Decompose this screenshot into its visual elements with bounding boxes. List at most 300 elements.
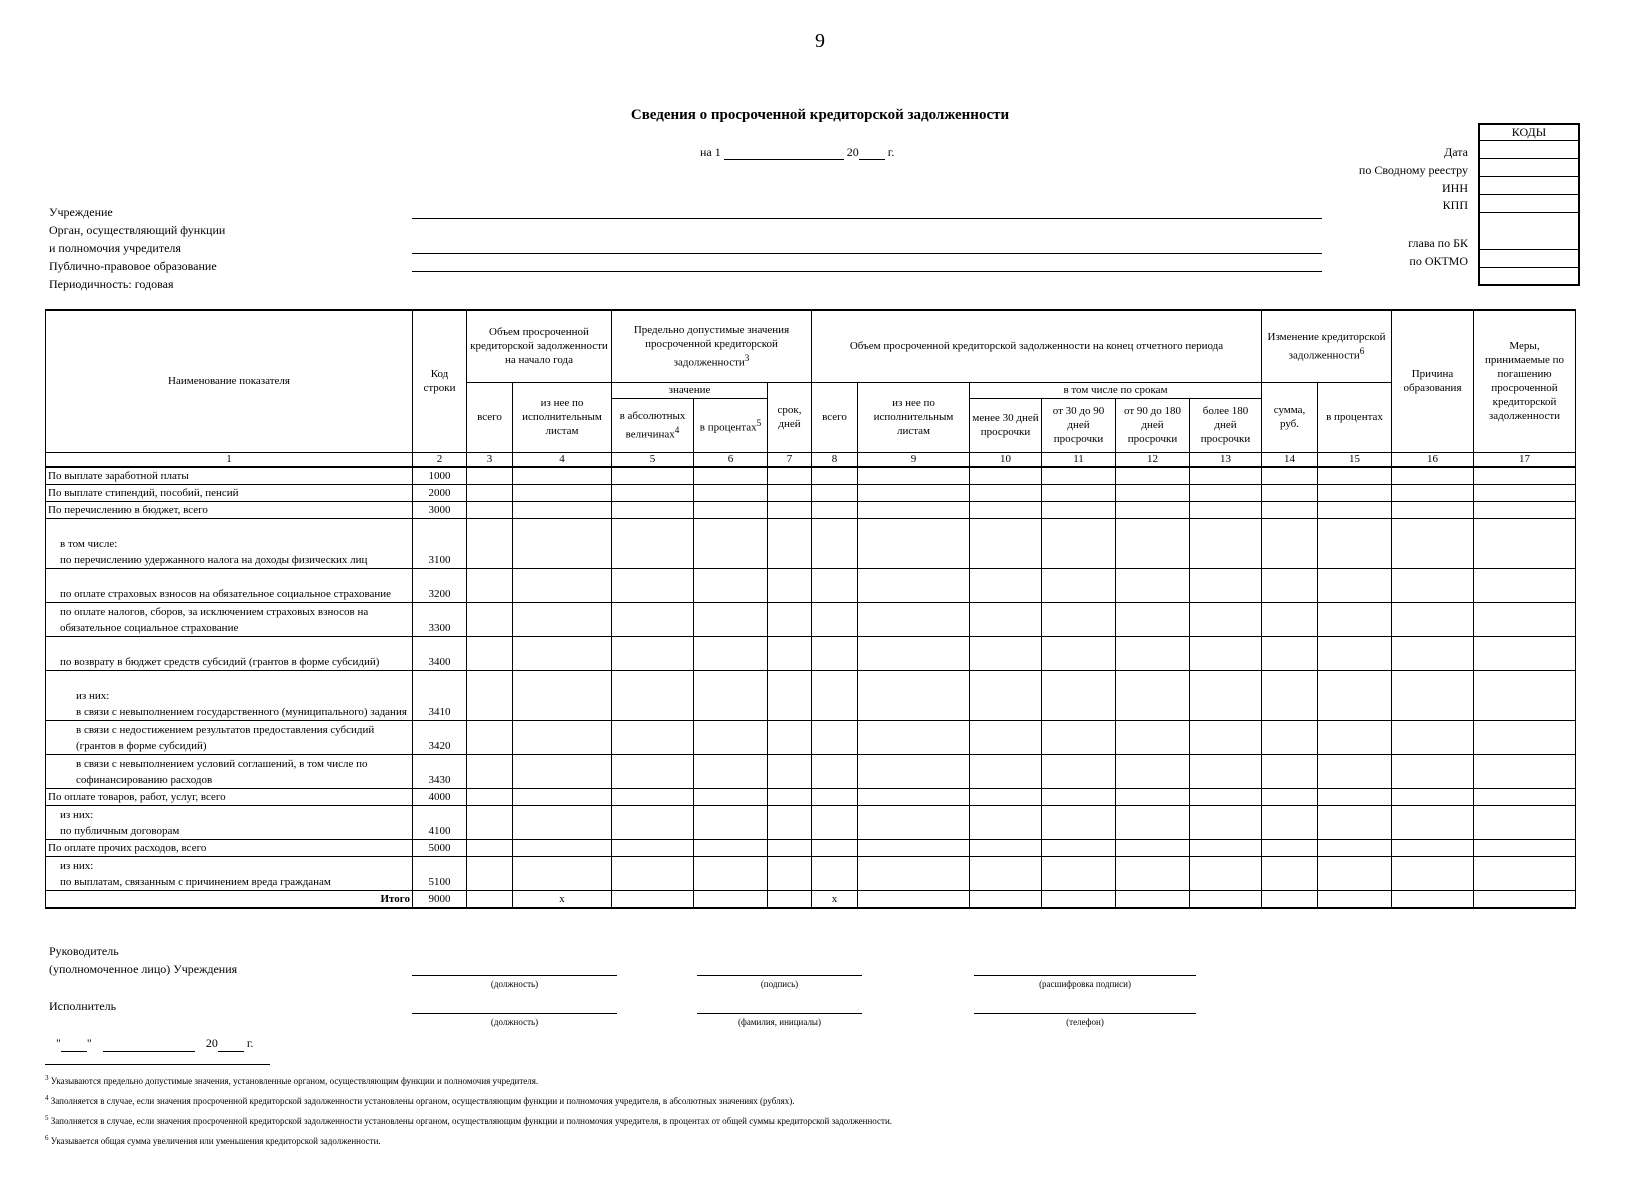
data-cell-col-6[interactable] (694, 501, 768, 518)
head-position-field[interactable] (412, 975, 617, 976)
head-decode-field[interactable] (974, 975, 1196, 976)
total-cell-col-11[interactable] (1042, 890, 1116, 908)
total-cell-col-13[interactable] (1190, 890, 1262, 908)
table-row (46, 805, 1576, 839)
column-number-2: 2 (413, 452, 467, 467)
data-cell-col-17[interactable] (1474, 856, 1576, 890)
total-cell-col-12[interactable] (1116, 890, 1190, 908)
data-cell-col-3[interactable] (467, 602, 513, 636)
data-cell-col-14[interactable] (1262, 670, 1318, 720)
data-cell-col-16[interactable] (1392, 788, 1474, 805)
data-cell-col-15[interactable] (1318, 467, 1392, 485)
data-cell-col-3[interactable] (467, 839, 513, 856)
data-cell-col-8[interactable] (812, 484, 858, 501)
data-cell-col-16[interactable] (1392, 501, 1474, 518)
data-cell-col-11[interactable] (1042, 720, 1116, 754)
data-cell-col-10[interactable] (970, 856, 1042, 890)
data-cell-col-13[interactable] (1190, 518, 1262, 568)
data-cell-col-14[interactable] (1262, 805, 1318, 839)
total-cell-col-9[interactable] (858, 890, 970, 908)
data-cell-col-17[interactable] (1474, 636, 1576, 670)
data-cell-col-12[interactable] (1116, 856, 1190, 890)
data-cell-col-14[interactable] (1262, 484, 1318, 501)
data-cell-col-15[interactable] (1318, 602, 1392, 636)
data-cell-col-14[interactable] (1262, 568, 1318, 602)
data-cell-col-8[interactable] (812, 636, 858, 670)
column-number-8: 8 (812, 452, 858, 467)
row-name: По выплате стипендий, пособий, пенсий (46, 484, 413, 501)
code-inn-cell[interactable] (1479, 177, 1579, 195)
data-cell-col-9[interactable] (858, 788, 970, 805)
data-cell-col-3[interactable] (467, 484, 513, 501)
data-cell-col-10[interactable] (970, 754, 1042, 788)
data-cell-col-6[interactable] (694, 839, 768, 856)
header-term-1: менее 30 дней просрочки (970, 398, 1042, 452)
header-in-percent: в процентах (1318, 382, 1392, 452)
total-cell-col-15[interactable] (1318, 890, 1392, 908)
data-cell-col-16[interactable] (1392, 467, 1474, 485)
column-number-9: 9 (858, 452, 970, 467)
data-cell-col-7[interactable] (768, 602, 812, 636)
data-cell-col-16[interactable] (1392, 856, 1474, 890)
row-code: 3300 (413, 602, 467, 636)
data-cell-col-4[interactable] (513, 501, 612, 518)
row-code: 3000 (413, 501, 467, 518)
data-cell-col-6[interactable] (694, 670, 768, 720)
data-cell-col-3[interactable] (467, 805, 513, 839)
data-cell-col-16[interactable] (1392, 518, 1474, 568)
data-cell-col-16[interactable] (1392, 568, 1474, 602)
data-cell-col-7[interactable] (768, 839, 812, 856)
footnote-5 (45, 1110, 892, 1130)
total-cell-col-14[interactable] (1262, 890, 1318, 908)
data-cell-col-13[interactable] (1190, 501, 1262, 518)
data-cell-col-15[interactable] (1318, 856, 1392, 890)
data-cell-col-11[interactable] (1042, 754, 1116, 788)
data-cell-col-3[interactable] (467, 856, 513, 890)
data-cell-col-10[interactable] (970, 788, 1042, 805)
row-name: из них: по публичным договорам (46, 805, 413, 839)
label-institution: Учреждение (49, 205, 113, 219)
institution-field[interactable] (412, 218, 1322, 219)
data-cell-col-8[interactable] (812, 720, 858, 754)
executor-phone-field[interactable] (974, 1013, 1196, 1014)
data-cell-col-5[interactable] (612, 602, 694, 636)
footnote-6-text: Указывается общая сумма увеличения или уменьшения кредиторской задолженности. (50, 1136, 381, 1146)
data-cell-col-5[interactable] (612, 754, 694, 788)
data-cell-col-12[interactable] (1116, 754, 1190, 788)
total-cell-col-3[interactable] (467, 890, 513, 908)
data-cell-col-14[interactable] (1262, 856, 1318, 890)
row-name: из них: в связи с невыполнением государственного (муниципального) задания (46, 670, 413, 720)
label-periodicity: Периодичность: годовая (49, 277, 174, 291)
data-cell-col-8[interactable] (812, 805, 858, 839)
overdue-debt-table (45, 309, 1576, 909)
label-founder-2: и полномочия учредителя (49, 241, 181, 255)
data-cell-col-15[interactable] (1318, 484, 1392, 501)
data-cell-col-7[interactable] (768, 568, 812, 602)
data-cell-col-10[interactable] (970, 602, 1042, 636)
data-cell-col-4[interactable] (513, 805, 612, 839)
data-cell-col-5[interactable] (612, 568, 694, 602)
data-cell-col-17[interactable] (1474, 670, 1576, 720)
data-cell-col-12[interactable] (1116, 467, 1190, 485)
data-cell-col-9[interactable] (858, 501, 970, 518)
data-cell-col-9[interactable] (858, 636, 970, 670)
data-cell-col-16[interactable] (1392, 839, 1474, 856)
data-cell-col-7[interactable] (768, 720, 812, 754)
data-cell-col-11[interactable] (1042, 467, 1116, 485)
data-cell-col-4[interactable] (513, 754, 612, 788)
data-cell-col-14[interactable] (1262, 501, 1318, 518)
data-cell-col-7[interactable] (768, 754, 812, 788)
data-cell-col-12[interactable] (1116, 670, 1190, 720)
row-name: по возврату в бюджет средств субсидий (грантов в форме субсидий) (46, 636, 413, 670)
data-cell-col-11[interactable] (1042, 636, 1116, 670)
data-cell-col-14[interactable] (1262, 839, 1318, 856)
head-label-2: (уполномоченное лицо) Учреждения (49, 962, 238, 976)
data-cell-col-15[interactable] (1318, 754, 1392, 788)
data-cell-col-8[interactable] (812, 518, 858, 568)
data-cell-col-5[interactable] (612, 518, 694, 568)
header-absolute (612, 398, 694, 452)
total-code: 9000 (413, 890, 467, 908)
row-name: в том числе: по перечислению удержанного налога на доходы физических лиц (46, 518, 413, 568)
data-cell-col-11[interactable] (1042, 805, 1116, 839)
data-cell-col-4[interactable] (513, 788, 612, 805)
data-cell-col-8[interactable] (812, 602, 858, 636)
sign-date-quote-close: " (86, 1036, 92, 1050)
data-cell-col-10[interactable] (970, 518, 1042, 568)
data-cell-col-5[interactable] (612, 670, 694, 720)
data-cell-col-8[interactable] (812, 670, 858, 720)
row-name: по оплате налогов, сборов, за исключением страховых взносов на обязательное социальное страхование (46, 602, 413, 636)
row-name: в связи с невыполнением условий соглашений, в том числе по софинансированию расходов (46, 754, 413, 788)
data-cell-col-8[interactable] (812, 856, 858, 890)
caption-name: (фамилия, инициалы) (738, 1017, 821, 1027)
founder-field[interactable] (412, 253, 1322, 254)
footnote-3-num: 3 (45, 1074, 49, 1082)
data-cell-col-15[interactable] (1318, 636, 1392, 670)
head-signature-field[interactable] (697, 975, 862, 976)
code-kpp-cell[interactable] (1479, 195, 1579, 213)
data-cell-col-5[interactable] (612, 501, 694, 518)
data-cell-col-4[interactable] (513, 602, 612, 636)
data-cell-col-3[interactable] (467, 670, 513, 720)
data-cell-col-9[interactable] (858, 568, 970, 602)
data-cell-col-16[interactable] (1392, 636, 1474, 670)
data-cell-col-8[interactable] (812, 467, 858, 485)
public-entity-field[interactable] (412, 271, 1322, 272)
data-cell-col-14[interactable] (1262, 602, 1318, 636)
data-cell-col-14[interactable] (1262, 518, 1318, 568)
data-cell-col-3[interactable] (467, 636, 513, 670)
data-cell-col-6[interactable] (694, 484, 768, 501)
data-cell-col-16[interactable] (1392, 720, 1474, 754)
data-cell-col-12[interactable] (1116, 501, 1190, 518)
footnote-5-text: Заполняется в случае, если значения просроченной кредиторской задолженности установлены органом, осуществляющим функции и полномочия учредителя, в процентах от общей суммы кредиторской задолженности. (50, 1116, 893, 1126)
data-cell-col-10[interactable] (970, 568, 1042, 602)
data-cell-col-8[interactable] (812, 501, 858, 518)
data-cell-col-16[interactable] (1392, 805, 1474, 839)
data-cell-col-11[interactable] (1042, 670, 1116, 720)
data-cell-col-9[interactable] (858, 602, 970, 636)
sign-date-year-field[interactable] (218, 1051, 244, 1052)
code-registry-cell[interactable] (1479, 159, 1579, 177)
date-year-field[interactable] (859, 159, 885, 160)
data-cell-col-10[interactable] (970, 484, 1042, 501)
data-cell-col-16[interactable] (1392, 602, 1474, 636)
data-cell-col-12[interactable] (1116, 805, 1190, 839)
data-cell-col-5[interactable] (612, 720, 694, 754)
label-founder-1: Орган, осуществляющий функции (49, 223, 226, 237)
data-cell-col-13[interactable] (1190, 839, 1262, 856)
data-cell-col-14[interactable] (1262, 788, 1318, 805)
data-cell-col-6[interactable] (694, 720, 768, 754)
data-cell-col-9[interactable] (858, 518, 970, 568)
total-cell-col-7[interactable] (768, 890, 812, 908)
caption-signature: (подпись) (760, 979, 799, 989)
code-date-cell[interactable] (1479, 141, 1579, 159)
data-cell-col-17[interactable] (1474, 754, 1576, 788)
data-cell-col-13[interactable] (1190, 602, 1262, 636)
data-cell-col-4[interactable] (513, 636, 612, 670)
total-cell-col-17[interactable] (1474, 890, 1576, 908)
data-cell-col-16[interactable] (1392, 484, 1474, 501)
data-cell-col-14[interactable] (1262, 636, 1318, 670)
data-cell-col-17[interactable] (1474, 467, 1576, 485)
row-code: 3100 (413, 518, 467, 568)
data-cell-col-14[interactable] (1262, 467, 1318, 485)
executor-name-field[interactable] (697, 1013, 862, 1014)
data-cell-col-13[interactable] (1190, 670, 1262, 720)
data-cell-col-12[interactable] (1116, 484, 1190, 501)
executor-position-field[interactable] (412, 1013, 617, 1014)
data-cell-col-9[interactable] (858, 670, 970, 720)
data-cell-col-11[interactable] (1042, 568, 1116, 602)
data-cell-col-9[interactable] (858, 484, 970, 501)
data-cell-col-3[interactable] (467, 518, 513, 568)
sign-date-suffix: г. (246, 1036, 254, 1050)
data-cell-col-10[interactable] (970, 636, 1042, 670)
data-cell-col-11[interactable] (1042, 602, 1116, 636)
data-cell-col-4[interactable] (513, 670, 612, 720)
data-cell-col-15[interactable] (1318, 670, 1392, 720)
data-cell-col-11[interactable] (1042, 856, 1116, 890)
data-cell-col-4[interactable] (513, 467, 612, 485)
column-number-4: 4 (513, 452, 612, 467)
data-cell-col-15[interactable] (1318, 501, 1392, 518)
data-cell-col-4[interactable] (513, 856, 612, 890)
data-cell-col-3[interactable] (467, 568, 513, 602)
data-cell-col-7[interactable] (768, 467, 812, 485)
table-row (46, 636, 1576, 670)
data-cell-col-9[interactable] (858, 805, 970, 839)
data-cell-col-11[interactable] (1042, 518, 1116, 568)
data-cell-col-7[interactable] (768, 484, 812, 501)
data-cell-col-17[interactable] (1474, 602, 1576, 636)
row-code: 4000 (413, 788, 467, 805)
data-cell-col-6[interactable] (694, 754, 768, 788)
data-cell-col-12[interactable] (1116, 568, 1190, 602)
data-cell-col-8[interactable] (812, 568, 858, 602)
total-cell-col-6[interactable] (694, 890, 768, 908)
data-cell-col-13[interactable] (1190, 467, 1262, 485)
code-bk-cell[interactable] (1479, 213, 1579, 250)
data-cell-col-6[interactable] (694, 788, 768, 805)
data-cell-col-12[interactable] (1116, 839, 1190, 856)
data-cell-col-15[interactable] (1318, 805, 1392, 839)
data-cell-col-10[interactable] (970, 839, 1042, 856)
data-cell-col-5[interactable] (612, 856, 694, 890)
data-cell-col-6[interactable] (694, 805, 768, 839)
data-cell-col-5[interactable] (612, 484, 694, 501)
head-label-1: Руководитель (49, 944, 119, 958)
footnote-ref-3: 3 (744, 352, 750, 363)
column-number-6: 6 (694, 452, 768, 467)
data-cell-col-9[interactable] (858, 467, 970, 485)
data-cell-col-8[interactable] (812, 788, 858, 805)
data-cell-col-7[interactable] (768, 636, 812, 670)
data-cell-col-8[interactable] (812, 839, 858, 856)
data-cell-col-4[interactable] (513, 720, 612, 754)
data-cell-col-12[interactable] (1116, 788, 1190, 805)
data-cell-col-13[interactable] (1190, 788, 1262, 805)
data-cell-col-10[interactable] (970, 805, 1042, 839)
data-cell-col-16[interactable] (1392, 670, 1474, 720)
code-oktmo-cell[interactable] (1479, 250, 1579, 268)
data-cell-col-13[interactable] (1190, 805, 1262, 839)
total-cell-col-5[interactable] (612, 890, 694, 908)
data-cell-col-13[interactable] (1190, 856, 1262, 890)
data-cell-col-10[interactable] (970, 501, 1042, 518)
table-row (46, 518, 1576, 568)
data-cell-col-11[interactable] (1042, 484, 1116, 501)
date-day-month-field[interactable] (724, 159, 844, 160)
data-cell-col-13[interactable] (1190, 720, 1262, 754)
data-cell-col-5[interactable] (612, 839, 694, 856)
data-cell-col-11[interactable] (1042, 788, 1116, 805)
codes-label-inn: ИНН (1442, 181, 1468, 195)
code-extra-cell[interactable] (1479, 268, 1579, 286)
data-cell-col-9[interactable] (858, 754, 970, 788)
data-cell-col-15[interactable] (1318, 720, 1392, 754)
data-cell-col-13[interactable] (1190, 636, 1262, 670)
data-cell-col-9[interactable] (858, 720, 970, 754)
data-cell-col-15[interactable] (1318, 839, 1392, 856)
header-line-code: Код строки (413, 310, 467, 452)
codes-label-kpp: КПП (1442, 198, 1468, 212)
row-name: По выплате заработной платы (46, 467, 413, 485)
data-cell-col-3[interactable] (467, 720, 513, 754)
data-cell-col-3[interactable] (467, 501, 513, 518)
data-cell-col-5[interactable] (612, 636, 694, 670)
footnote-ref-5: 5 (756, 417, 762, 428)
data-cell-col-12[interactable] (1116, 636, 1190, 670)
data-cell-col-6[interactable] (694, 467, 768, 485)
data-cell-col-17[interactable] (1474, 484, 1576, 501)
data-cell-col-17[interactable] (1474, 518, 1576, 568)
data-cell-col-12[interactable] (1116, 720, 1190, 754)
page-number: 9 (815, 30, 825, 52)
data-cell-col-7[interactable] (768, 518, 812, 568)
total-cell-col-16[interactable] (1392, 890, 1474, 908)
data-cell-col-4[interactable] (513, 518, 612, 568)
data-cell-col-3[interactable] (467, 754, 513, 788)
data-cell-col-17[interactable] (1474, 720, 1576, 754)
data-cell-col-7[interactable] (768, 501, 812, 518)
data-cell-col-12[interactable] (1116, 518, 1190, 568)
row-code: 2000 (413, 484, 467, 501)
data-cell-col-5[interactable] (612, 467, 694, 485)
data-cell-col-4[interactable] (513, 568, 612, 602)
data-cell-col-9[interactable] (858, 839, 970, 856)
data-cell-col-7[interactable] (768, 670, 812, 720)
data-cell-col-5[interactable] (612, 805, 694, 839)
sign-date-day-field[interactable] (61, 1051, 87, 1052)
data-cell-col-7[interactable] (768, 788, 812, 805)
data-cell-col-3[interactable] (467, 788, 513, 805)
data-cell-col-10[interactable] (970, 720, 1042, 754)
data-cell-col-17[interactable] (1474, 568, 1576, 602)
data-cell-col-15[interactable] (1318, 568, 1392, 602)
row-code: 3200 (413, 568, 467, 602)
data-cell-col-6[interactable] (694, 856, 768, 890)
document-title: Сведения о просроченной кредиторской задолженности (630, 107, 1010, 123)
data-cell-col-11[interactable] (1042, 501, 1116, 518)
data-cell-col-13[interactable] (1190, 754, 1262, 788)
data-cell-col-5[interactable] (612, 788, 694, 805)
data-cell-col-6[interactable] (694, 568, 768, 602)
data-cell-col-9[interactable] (858, 856, 970, 890)
data-cell-col-17[interactable] (1474, 788, 1576, 805)
data-cell-col-7[interactable] (768, 856, 812, 890)
data-cell-col-15[interactable] (1318, 788, 1392, 805)
column-number-3: 3 (467, 452, 513, 467)
data-cell-col-8[interactable] (812, 754, 858, 788)
data-cell-col-7[interactable] (768, 805, 812, 839)
data-cell-col-16[interactable] (1392, 754, 1474, 788)
header-change (1262, 310, 1392, 382)
data-cell-col-17[interactable] (1474, 805, 1576, 839)
data-cell-col-11[interactable] (1042, 839, 1116, 856)
data-cell-col-3[interactable] (467, 467, 513, 485)
data-cell-col-10[interactable] (970, 467, 1042, 485)
data-cell-col-14[interactable] (1262, 720, 1318, 754)
data-cell-col-6[interactable] (694, 636, 768, 670)
column-number-11: 11 (1042, 452, 1116, 467)
data-cell-col-14[interactable] (1262, 754, 1318, 788)
sign-date-month-field[interactable] (103, 1051, 195, 1052)
row-code: 4100 (413, 805, 467, 839)
total-cell-col-10[interactable] (970, 890, 1042, 908)
data-cell-col-17[interactable] (1474, 501, 1576, 518)
data-cell-col-10[interactable] (970, 670, 1042, 720)
caption-position-2: (должность) (490, 1017, 539, 1027)
data-cell-col-13[interactable] (1190, 484, 1262, 501)
data-cell-col-13[interactable] (1190, 568, 1262, 602)
column-number-1: 1 (46, 452, 413, 467)
data-cell-col-6[interactable] (694, 602, 768, 636)
data-cell-col-6[interactable] (694, 518, 768, 568)
data-cell-col-17[interactable] (1474, 839, 1576, 856)
data-cell-col-15[interactable] (1318, 518, 1392, 568)
data-cell-col-4[interactable] (513, 839, 612, 856)
header-limits-text: Предельно допустимые значения просроченной кредиторской задолженности (633, 323, 790, 369)
data-cell-col-12[interactable] (1116, 602, 1190, 636)
header-end-exec: из нее по исполнительным листам (858, 382, 970, 452)
data-cell-col-4[interactable] (513, 484, 612, 501)
